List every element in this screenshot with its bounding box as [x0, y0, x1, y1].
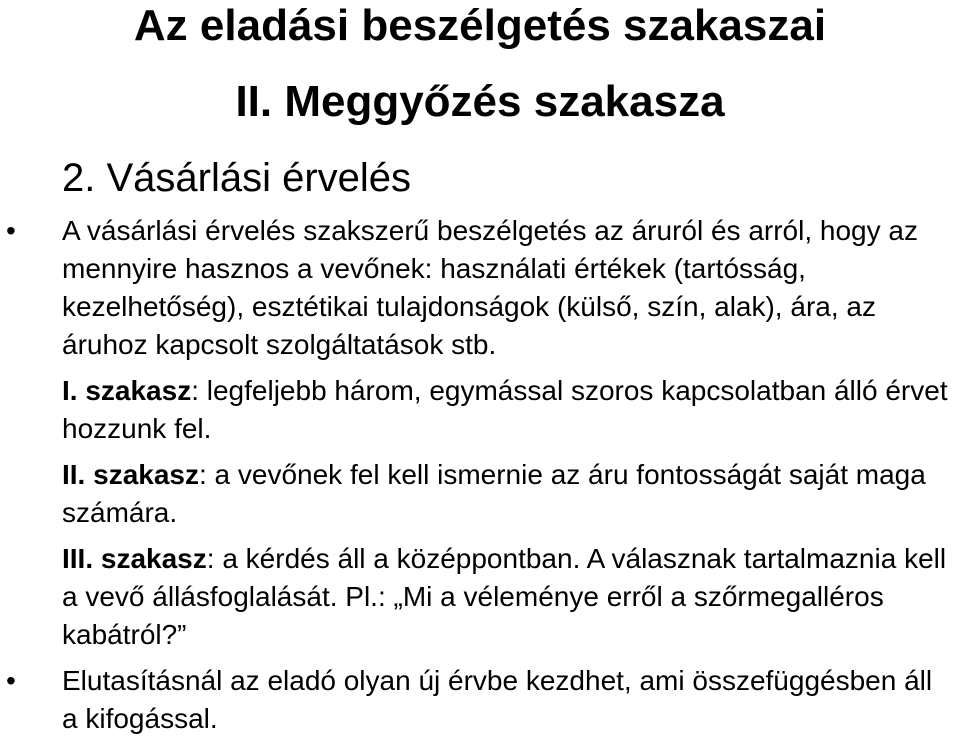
paragraph-phase-1 — [0, 372, 952, 448]
slide-title-line-1: Az eladási beszélgetés szakaszai — [133, 1, 827, 50]
phase-label: I. szakasz — [62, 375, 192, 406]
paragraph-rejection — [0, 662, 952, 738]
slide-content — [0, 212, 960, 738]
slide-title-line-2: II. Meggyőzés szakasza — [235, 77, 725, 126]
phase-label: II. szakasz — [62, 459, 199, 490]
paragraph-text: : a kérdés áll a középpontban. A válasznak tartalmaznia kell a vevő állásfoglalását. Pl.: „Mi a véleménye erről a szőrmegalléros kabátról?” — [62, 543, 947, 650]
paragraph-text: Elutasításnál az eladó olyan új érvbe kezdhet, ami összefüggésben áll a kifogással. — [62, 665, 933, 734]
bullet-icon: • — [6, 215, 16, 246]
paragraph-text: A vásárlási érvelés szakszerű beszélgetés az áruról és arról, hogy az mennyire hasznos a vevőnek: használati értékek (tartósság, kezelhetőség), esztétikai tulajdonságok (külső, szín, alak), ára, az áruhoz kapcsolt szolgáltatások stb. — [62, 215, 918, 360]
section-heading: 2. Vásárlási érvelés — [62, 156, 412, 200]
paragraph-text: : legfeljebb három, egymással szoros kapcsolatban álló érvet hozzunk fel. — [62, 375, 948, 444]
paragraph-phase-2 — [0, 456, 952, 532]
bullet-icon: • — [6, 665, 16, 696]
paragraph-phase-3 — [0, 540, 952, 654]
phase-label: III. szakasz — [62, 543, 207, 574]
paragraph-purchase-argument — [0, 212, 952, 364]
paragraph-text: : a vevőnek fel kell ismernie az áru fontosságát saját maga számára. — [62, 459, 926, 528]
